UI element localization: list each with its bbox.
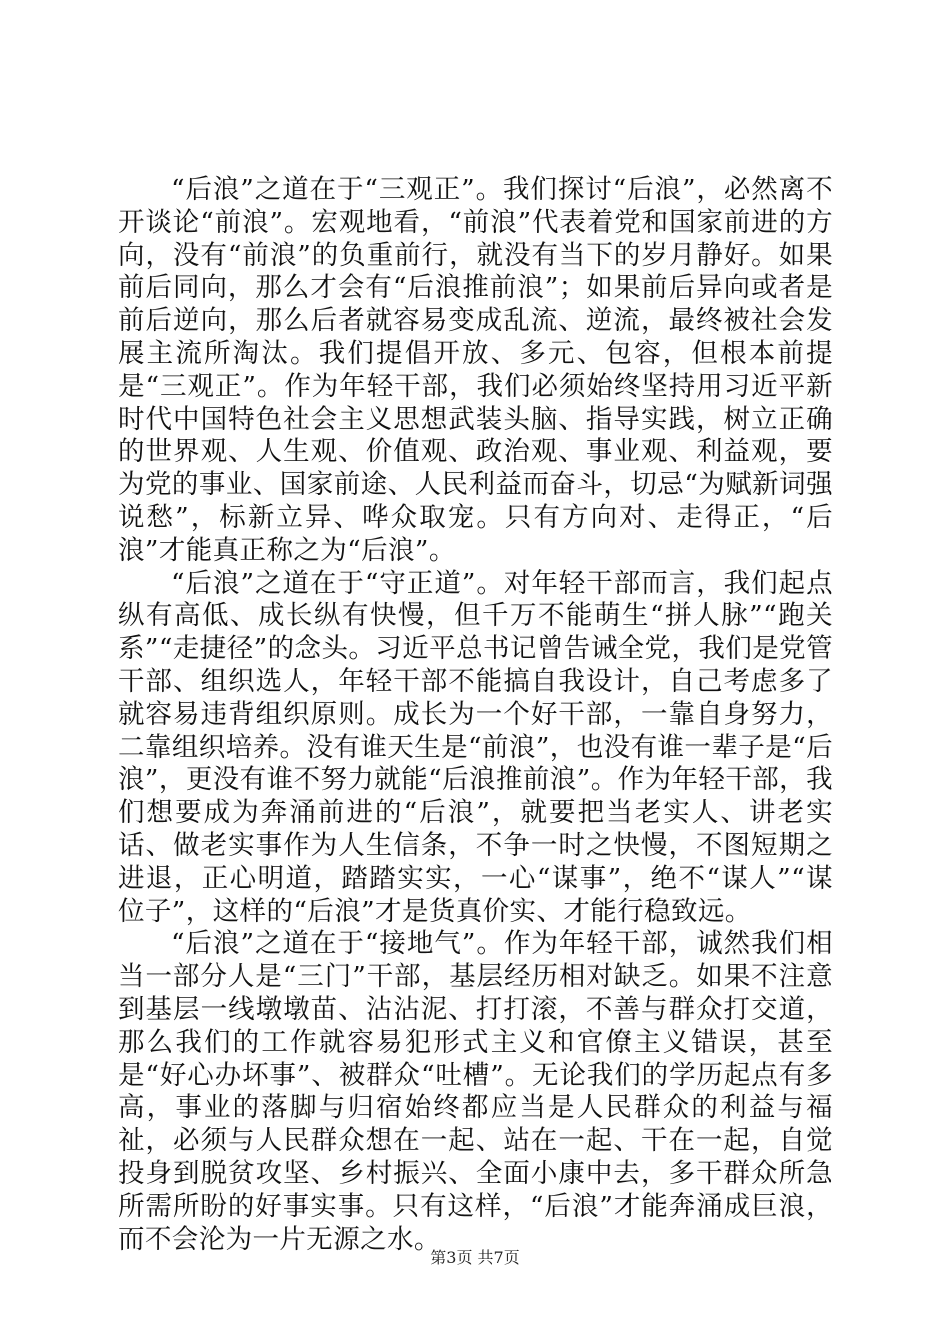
document-body	[118, 174, 833, 1256]
page-number-footer: 第3页 共7页	[430, 1248, 520, 1267]
paragraph-jie-diqi: “后浪”之道在于“接地气”。作为年轻干部，诚然我们相当一部分人是“三门”干部，基层经历相对缺乏。如果不注意到基层一线墩墩苗、沾沾泥、打打滚，不善与群众打交道，那么我们的工作就容易犯形式主义和官僚主义错误，甚至是“好心办坏事”、被群众“吐槽”。无论我们的学历起点有多高，事业的落脚与归宿始终都应当是人民群众的利益与福祉，必须与人民群众想在一起、站在一起、干在一起，自觉投身到脱贫攻坚、乡村振兴、全面小康中去，多干群众所急所需所盼的好事实事。只有这样，“后浪”才能奔涌成巨浪，而不会沦为一片无源之水。	[118, 928, 833, 1255]
paragraph-shou-zhengdao: “后浪”之道在于“守正道”。对年轻干部而言，我们起点纵有高低、成长纵有快慢，但千万不能萌生“拼人脉”“跑关系”“走捷径”的念头。习近平总书记曾告诫全党，我们是党管干部、组织选人，年轻干部不能搞自我设计，自己考虑多了就容易违背组织原则。成长为一个好干部，一靠自身努力，二靠组织培养。没有谁天生是“前浪”，也没有谁一辈子是“后浪”，更没有谁不努力就能“后浪推前浪”。作为年轻干部，我们想要成为奔涌前进的“后浪”，就要把当老实人、讲老实话、做老实事作为人生信条，不争一时之快慢，不图短期之进退，正心明道，踏踏实实，一心“谋事”，绝不“谋人”“谋位子”，这样的“后浪”才是货真价实、才能行稳致远。	[118, 567, 833, 927]
paragraph-sanguan-zheng: “后浪”之道在于“三观正”。我们探讨“后浪”，必然离不开谈论“前浪”。宏观地看，“前浪”代表着党和国家前进的方向，没有“前浪”的负重前行，就没有当下的岁月静好。如果前后同向，那么才会有“后浪推前浪”；如果前后异向或者是前后逆向，那么后者就容易变成乱流、逆流，最终被社会发展主流所淘汰。我们提倡开放、多元、包容，但根本前提是“三观正”。作为年轻干部，我们必须始终坚持用习近平新时代中国特色社会主义思想武装头脑、指导实践，树立正确的世界观、人生观、价值观、政治观、事业观、利益观，要为党的事业、国家前途、人民利益而奋斗，切忌“为赋新词强说愁”，标新立异、哗众取宠。只有方向对、走得正，“后浪”才能真正称之为“后浪”。	[118, 174, 833, 566]
